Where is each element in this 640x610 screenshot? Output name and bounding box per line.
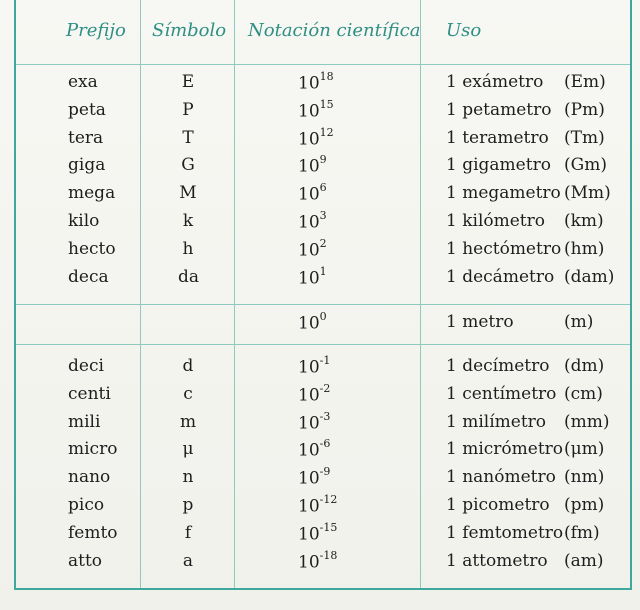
header-notation: Notación científica bbox=[248, 20, 421, 41]
prefix-name: centi bbox=[68, 383, 111, 404]
notation-base: 10 bbox=[298, 357, 320, 378]
table-row bbox=[16, 520, 630, 551]
table-row bbox=[16, 356, 630, 384]
prefix-symbol: h bbox=[182, 238, 194, 259]
notation-base: 10 bbox=[298, 268, 320, 289]
unit-abbreviation: (Mm) bbox=[564, 183, 611, 204]
table-row bbox=[16, 264, 630, 295]
notation-exponent: 2 bbox=[319, 236, 327, 250]
prefix-name: hecto bbox=[68, 238, 116, 259]
scientific-notation bbox=[298, 409, 331, 434]
notation-exponent: -12 bbox=[319, 493, 338, 506]
unit-abbreviation: (fm) bbox=[564, 522, 600, 543]
scientific-notation bbox=[298, 356, 330, 378]
notation-base: 10 bbox=[298, 441, 320, 462]
prefix-symbol: μ bbox=[182, 439, 194, 460]
unit-abbreviation: (nm) bbox=[564, 467, 605, 488]
prefix-symbol: P bbox=[182, 99, 194, 120]
unit-use: 1 megametro bbox=[446, 183, 561, 204]
table-row bbox=[16, 155, 630, 183]
prefix-name: deci bbox=[68, 356, 104, 376]
unit-abbreviation: (hm) bbox=[564, 238, 605, 259]
notation-base: 10 bbox=[298, 496, 320, 517]
notation-exponent: 12 bbox=[319, 125, 334, 139]
group-divider bbox=[16, 304, 630, 305]
scientific-notation bbox=[298, 548, 338, 573]
scientific-notation bbox=[298, 72, 334, 94]
unit-use: 1 exámetro bbox=[446, 72, 544, 92]
unit-abbreviation: (Pm) bbox=[564, 99, 605, 120]
unit-use: 1 picometro bbox=[446, 495, 550, 515]
notation-exponent: -6 bbox=[319, 437, 331, 451]
notation-base: 10 bbox=[298, 524, 320, 545]
notation-base: 10 bbox=[298, 385, 320, 406]
unit-use: 1 petametro bbox=[446, 99, 552, 120]
unit-use: 1 micrómetro bbox=[446, 439, 564, 460]
notation-exponent: -2 bbox=[319, 381, 331, 395]
notation-exponent: -15 bbox=[319, 520, 338, 534]
table-row bbox=[16, 312, 630, 340]
unit-abbreviation: (cm) bbox=[564, 383, 603, 404]
unit-abbreviation: (dam) bbox=[564, 266, 615, 287]
prefix-name: nano bbox=[68, 467, 111, 488]
notation-base: 10 bbox=[298, 101, 320, 122]
prefix-name: atto bbox=[68, 550, 103, 571]
unit-abbreviation: (km) bbox=[564, 211, 604, 231]
prefix-name: peta bbox=[68, 99, 106, 120]
unit-use: 1 hectómetro bbox=[446, 238, 562, 259]
prefix-name: mili bbox=[68, 411, 101, 432]
prefix-symbol: k bbox=[182, 211, 194, 231]
prefix-symbol: n bbox=[182, 467, 194, 488]
table-row bbox=[16, 236, 630, 267]
notation-base: 10 bbox=[298, 552, 320, 573]
prefix-name: tera bbox=[68, 127, 104, 148]
notation-exponent: 3 bbox=[319, 209, 327, 222]
notation-base: 10 bbox=[298, 129, 320, 150]
prefix-name: exa bbox=[68, 72, 98, 92]
scientific-notation bbox=[298, 183, 327, 205]
scientific-notation bbox=[298, 264, 327, 289]
unit-abbreviation: (dm) bbox=[564, 356, 605, 376]
unit-use: 1 centímetro bbox=[446, 383, 557, 404]
unit-use: 1 gigametro bbox=[446, 155, 551, 176]
prefix-symbol: da bbox=[178, 266, 200, 287]
table-row bbox=[16, 439, 630, 467]
table-row bbox=[16, 381, 630, 412]
prefix-symbol: M bbox=[179, 183, 197, 204]
prefix-symbol: m bbox=[179, 411, 197, 432]
scientific-notation bbox=[298, 97, 334, 122]
unit-abbreviation: (am) bbox=[564, 550, 604, 571]
notation-base: 10 bbox=[298, 413, 320, 434]
scientific-notation bbox=[298, 495, 337, 517]
scientific-notation bbox=[298, 312, 327, 334]
notation-base: 10 bbox=[298, 73, 320, 94]
scientific-notation bbox=[298, 520, 338, 545]
unit-abbreviation: (Em) bbox=[564, 72, 606, 92]
header-use: Uso bbox=[446, 20, 482, 41]
notation-exponent: -3 bbox=[319, 409, 331, 423]
notation-exponent: 9 bbox=[319, 153, 327, 167]
unit-abbreviation: (pm) bbox=[564, 495, 605, 515]
header-divider bbox=[16, 64, 630, 65]
si-prefix-table bbox=[14, 0, 632, 590]
unit-abbreviation: (mm) bbox=[564, 411, 610, 432]
unit-use: 1 femtometro bbox=[446, 522, 564, 543]
unit-abbreviation: (m) bbox=[564, 312, 594, 332]
unit-abbreviation: (Gm) bbox=[564, 155, 607, 176]
unit-use: 1 metro bbox=[446, 312, 514, 332]
prefix-name: kilo bbox=[68, 211, 100, 231]
prefix-symbol: E bbox=[181, 72, 195, 92]
notation-exponent: 1 bbox=[319, 264, 327, 278]
notation-exponent: 15 bbox=[319, 97, 334, 111]
unit-use: 1 terametro bbox=[446, 127, 549, 148]
prefix-symbol: c bbox=[183, 383, 193, 404]
notation-exponent: -9 bbox=[319, 465, 331, 479]
prefix-symbol: T bbox=[182, 127, 194, 148]
table-row bbox=[16, 72, 630, 100]
notation-base: 10 bbox=[298, 184, 320, 205]
prefix-symbol: f bbox=[184, 522, 192, 543]
notation-base: 10 bbox=[298, 313, 320, 334]
unit-abbreviation: (μm) bbox=[564, 439, 605, 460]
header-symbol: Símbolo bbox=[152, 20, 227, 41]
prefix-symbol: a bbox=[182, 550, 194, 571]
table-row bbox=[16, 548, 630, 579]
notation-base: 10 bbox=[298, 212, 320, 233]
scientific-notation bbox=[298, 381, 331, 406]
prefix-name: femto bbox=[68, 522, 118, 543]
scientific-notation bbox=[298, 236, 327, 261]
table-row bbox=[16, 495, 630, 523]
unit-use: 1 milímetro bbox=[446, 411, 547, 432]
unit-use: 1 nanómetro bbox=[446, 467, 556, 488]
unit-abbreviation: (Tm) bbox=[564, 127, 605, 148]
notation-base: 10 bbox=[298, 240, 320, 261]
unit-use: 1 kilómetro bbox=[446, 211, 546, 231]
notation-exponent: -1 bbox=[319, 354, 331, 367]
prefix-name: giga bbox=[68, 155, 106, 176]
prefix-name: mega bbox=[68, 183, 116, 204]
scientific-notation bbox=[298, 211, 327, 233]
unit-use: 1 attometro bbox=[446, 550, 548, 571]
notation-exponent: -18 bbox=[319, 548, 338, 562]
notation-exponent: 18 bbox=[319, 70, 334, 83]
table-row bbox=[16, 125, 630, 156]
scientific-notation bbox=[298, 439, 330, 461]
scientific-notation bbox=[298, 467, 330, 489]
notation-base: 10 bbox=[298, 468, 320, 489]
table-row bbox=[16, 97, 630, 128]
unit-use: 1 decímetro bbox=[446, 356, 550, 376]
group-divider bbox=[16, 344, 630, 345]
prefix-symbol: p bbox=[182, 495, 194, 515]
table-row bbox=[16, 183, 630, 211]
prefix-name: deca bbox=[68, 266, 109, 287]
prefix-name: micro bbox=[68, 439, 118, 460]
table-row bbox=[16, 211, 630, 239]
scientific-notation bbox=[298, 155, 327, 177]
prefix-symbol: d bbox=[182, 356, 194, 376]
table-row bbox=[16, 467, 630, 495]
notation-exponent: 0 bbox=[319, 310, 327, 323]
notation-exponent: 6 bbox=[319, 181, 327, 195]
prefix-symbol: G bbox=[181, 155, 195, 176]
scientific-notation bbox=[298, 125, 334, 150]
notation-base: 10 bbox=[298, 157, 320, 178]
unit-use: 1 decámetro bbox=[446, 266, 555, 287]
prefix-name: pico bbox=[68, 495, 105, 515]
table-row bbox=[16, 409, 630, 440]
header-prefix: Prefijo bbox=[66, 20, 126, 41]
